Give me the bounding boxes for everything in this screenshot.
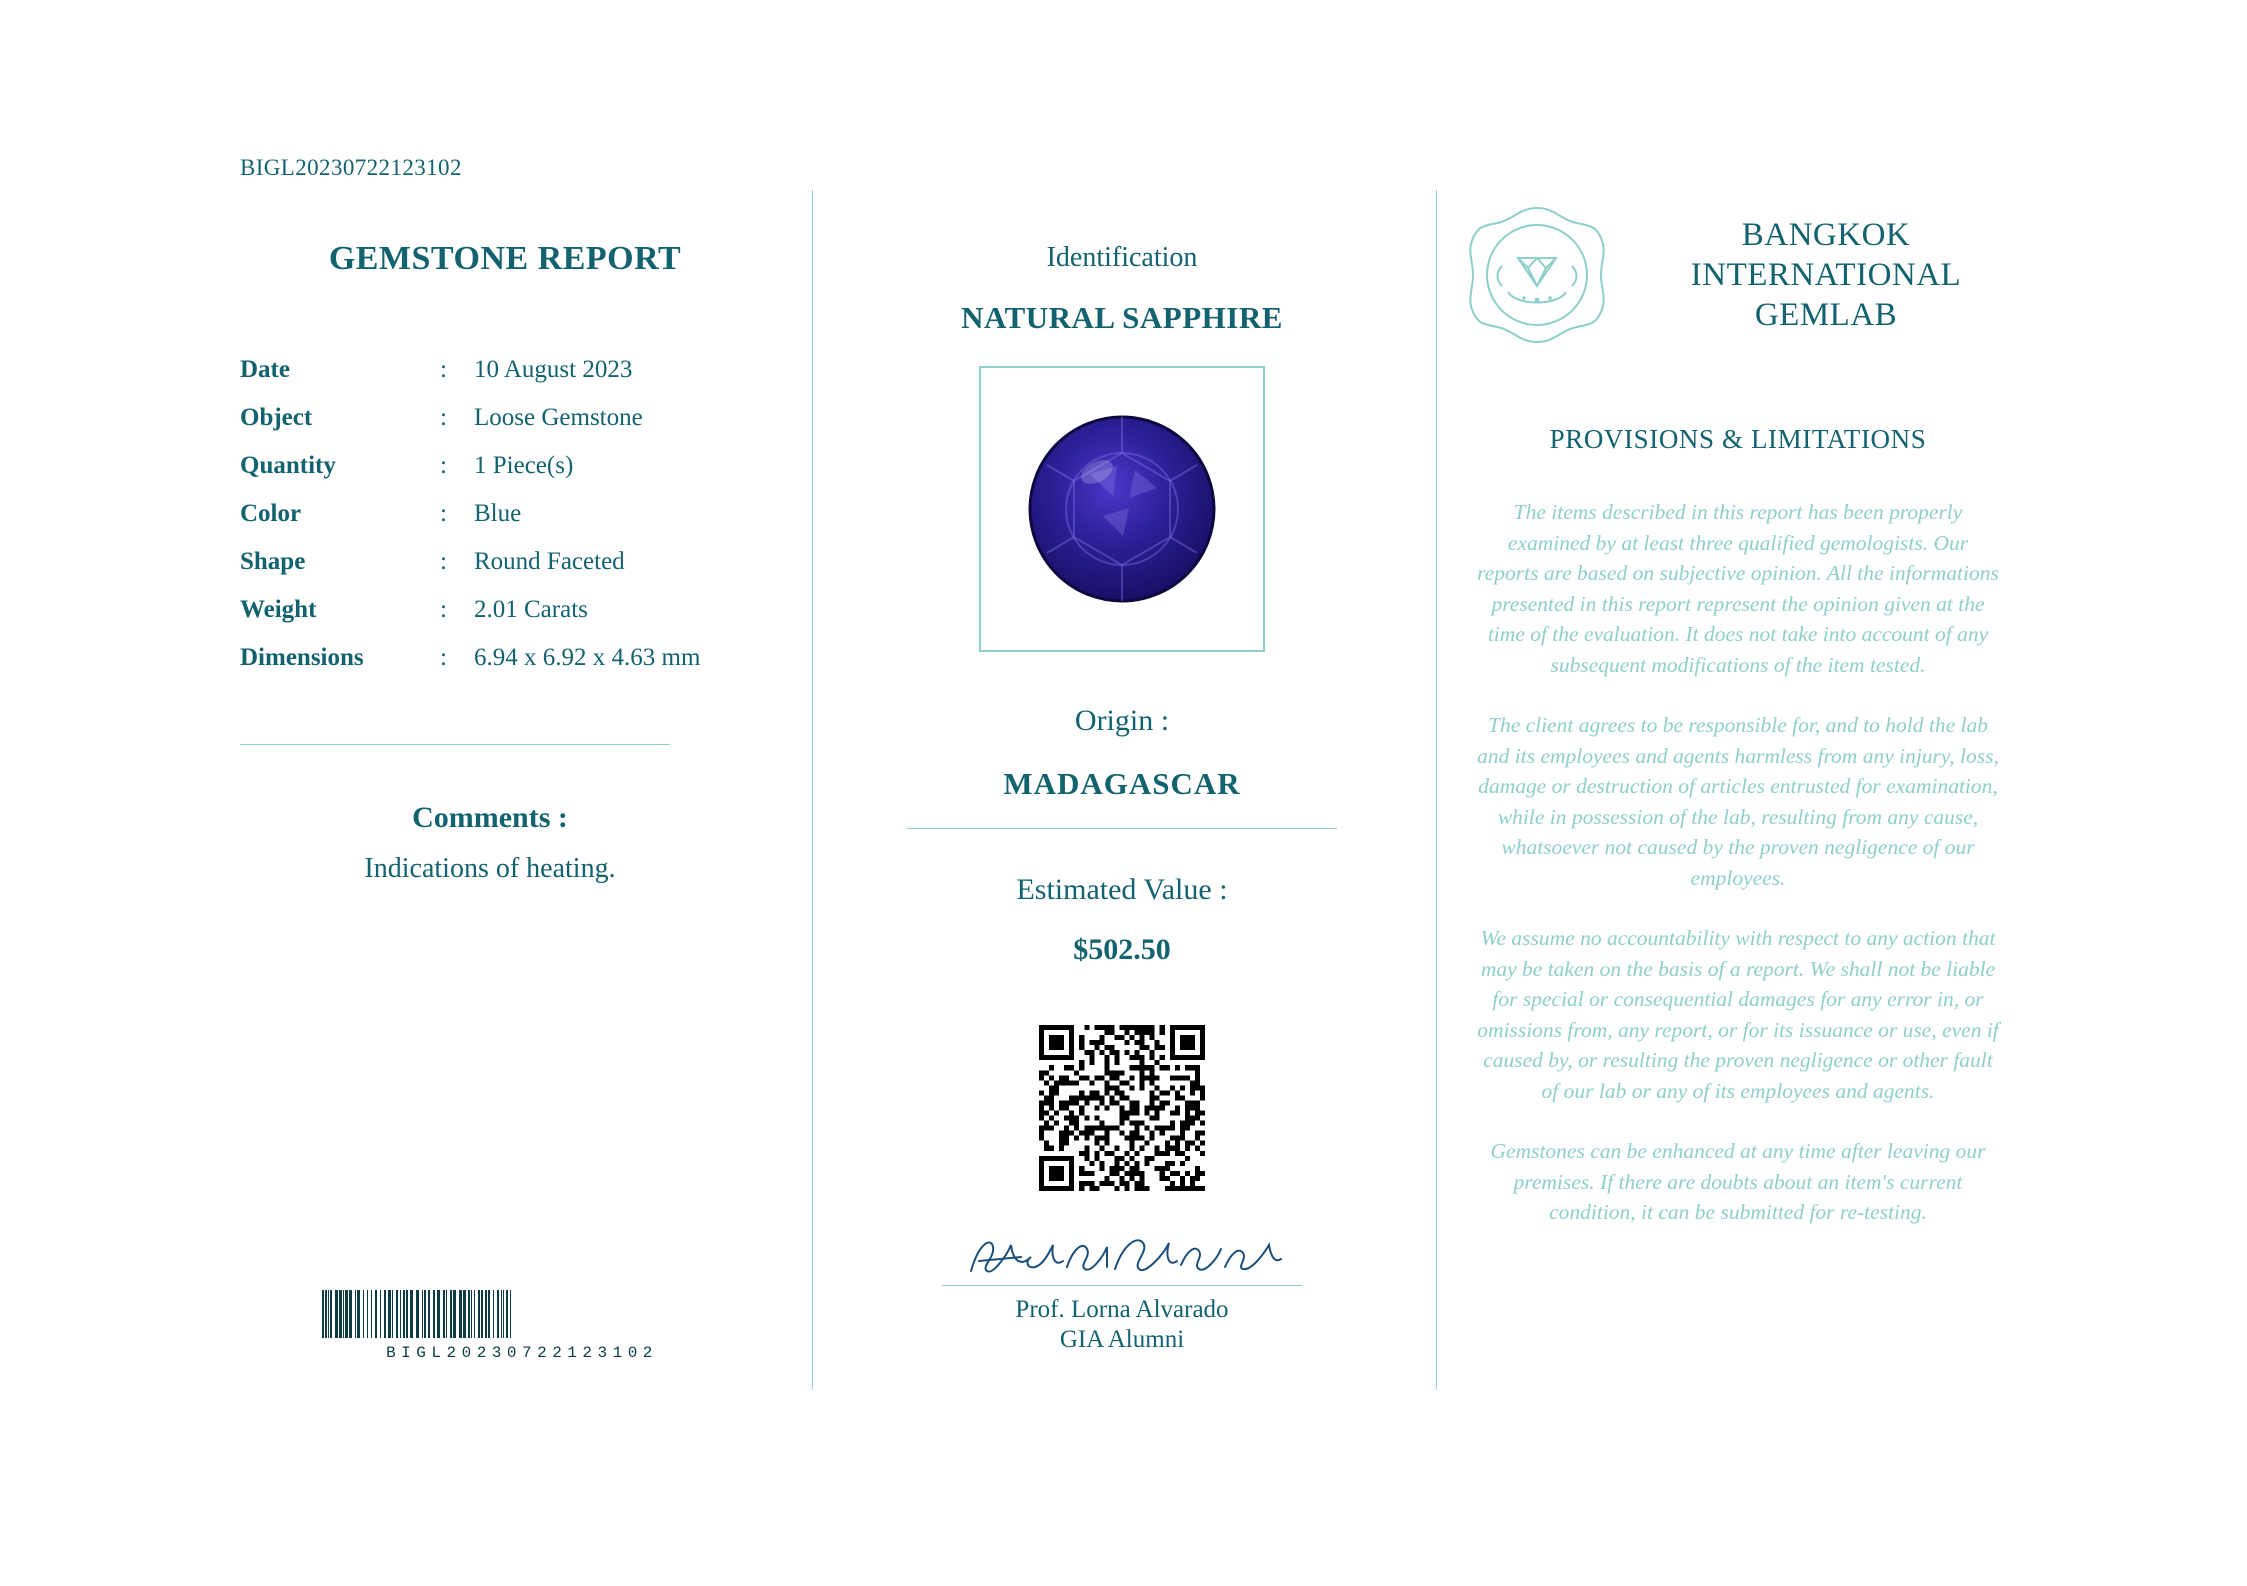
barcode-block: [322, 1290, 722, 1362]
spec-key: Weight: [240, 596, 317, 623]
signature-line: [942, 1285, 1302, 1286]
provisions-title: PROVISIONS & LIMITATIONS: [1549, 424, 1927, 454]
provisions-paragraph: Gemstones can be enhanced at any time after leaving our premises. If there are doubts about an item's current condition, it can be submitted for re-testing.: [1490, 1139, 1986, 1225]
brand-line-1: BANGKOK: [1741, 216, 1911, 253]
estimated-value-label: Estimated Value :: [1016, 873, 1228, 906]
qr-code[interactable]: [1039, 1025, 1205, 1191]
signatory-credential: GIA Alumni: [1059, 1326, 1185, 1353]
spec-key: Object: [240, 404, 313, 431]
provisions-paragraph: The client agrees to be responsible for, and to hold the lab and its employees and agents harmless from any injury, loss, damage or destruction of articles entrusted for examination, while in possession of the lab, resulting from any cause, whatsoever not caused by the proven negligence of our employees.: [1477, 713, 1999, 890]
identification-value: NATURAL SAPPHIRE: [961, 300, 1283, 335]
page-title: GEMSTONE REPORT: [328, 240, 682, 277]
qr-code-image: [1039, 1025, 1205, 1191]
spec-value: 6.94 x 6.92 x 4.63 mm: [474, 644, 701, 671]
report-id: BIGL20230722123102: [240, 155, 462, 180]
spec-key: Quantity: [240, 452, 336, 479]
spec-value: 2.01 Carats: [474, 596, 588, 623]
gemstone-photo-frame: [979, 366, 1265, 652]
brand-line-3: GEMLAB: [1754, 297, 1898, 334]
column-divider-right: [1436, 190, 1437, 1390]
table-row: [240, 538, 700, 586]
comments-text: Indications of heating.: [364, 853, 616, 884]
provisions-paragraph: The items described in this report has been properly examined by at least three qualified gemologists. Our reports are based on subjective opinion. All the informations presented in this report represent the opinion given at the time of the evaluation. It does not take into account of any subsequent modifications of the item tested.: [1477, 500, 1999, 677]
spec-colon: :: [440, 404, 447, 431]
spec-value: Loose Gemstone: [474, 404, 643, 431]
spec-colon: :: [440, 644, 447, 671]
spec-colon: :: [440, 548, 447, 575]
table-row: [240, 490, 700, 538]
middle-column: [812, 190, 1432, 1354]
spec-colon: :: [440, 596, 447, 623]
comments-title: Comments :: [412, 801, 568, 834]
table-row: [240, 442, 700, 490]
barcode-label: BIGL20230722123102: [386, 1344, 658, 1362]
estimated-value-amount: $502.50: [1073, 933, 1171, 966]
signature-icon: [957, 1227, 1287, 1283]
spec-value: 1 Piece(s): [474, 452, 574, 479]
spec-colon: :: [440, 452, 447, 479]
spec-key: Color: [240, 500, 302, 527]
spec-colon: :: [440, 500, 447, 527]
origin-value: MADAGASCAR: [1003, 766, 1241, 801]
identification-label: Identification: [1046, 242, 1198, 273]
spec-value: 10 August 2023: [474, 356, 633, 383]
barcode-image: [322, 1290, 714, 1338]
signature-block: [942, 1227, 1302, 1354]
gemlab-logo-icon: [1462, 200, 1612, 350]
table-row: [240, 634, 700, 682]
spec-key: Shape: [240, 548, 306, 575]
brand-line-2: INTERNATIONAL: [1690, 256, 1962, 293]
gemstone-image: [1017, 404, 1227, 614]
origin-label: Origin :: [1074, 704, 1170, 737]
provisions-paragraph: We assume no accountability with respect to any action that may be taken on the basis of a report. We shall not be liable for special or consequential damages for any error in, or omissions from, any report, or for its issuance or use, even if caused by, or resulting the proven negligence or other fault of our lab or any of its employees and agents.: [1477, 926, 1999, 1103]
spec-key: Date: [240, 356, 290, 383]
spec-colon: :: [440, 356, 447, 383]
brand-title: [1638, 215, 2014, 336]
signatory-name: Prof. Lorna Alvarado: [1015, 1296, 1229, 1323]
divider: [240, 744, 670, 745]
table-row: [240, 586, 700, 634]
left-column: [200, 190, 810, 885]
table-row: [240, 346, 700, 394]
gemstone-spec-table: [240, 346, 700, 682]
spec-value: Blue: [474, 500, 522, 527]
spec-value: Round Faceted: [474, 548, 625, 575]
table-row: [240, 394, 700, 442]
divider: [907, 828, 1337, 829]
brand-header: [1462, 200, 2014, 350]
spec-key: Dimensions: [240, 644, 364, 671]
right-column: [1438, 190, 2038, 1228]
